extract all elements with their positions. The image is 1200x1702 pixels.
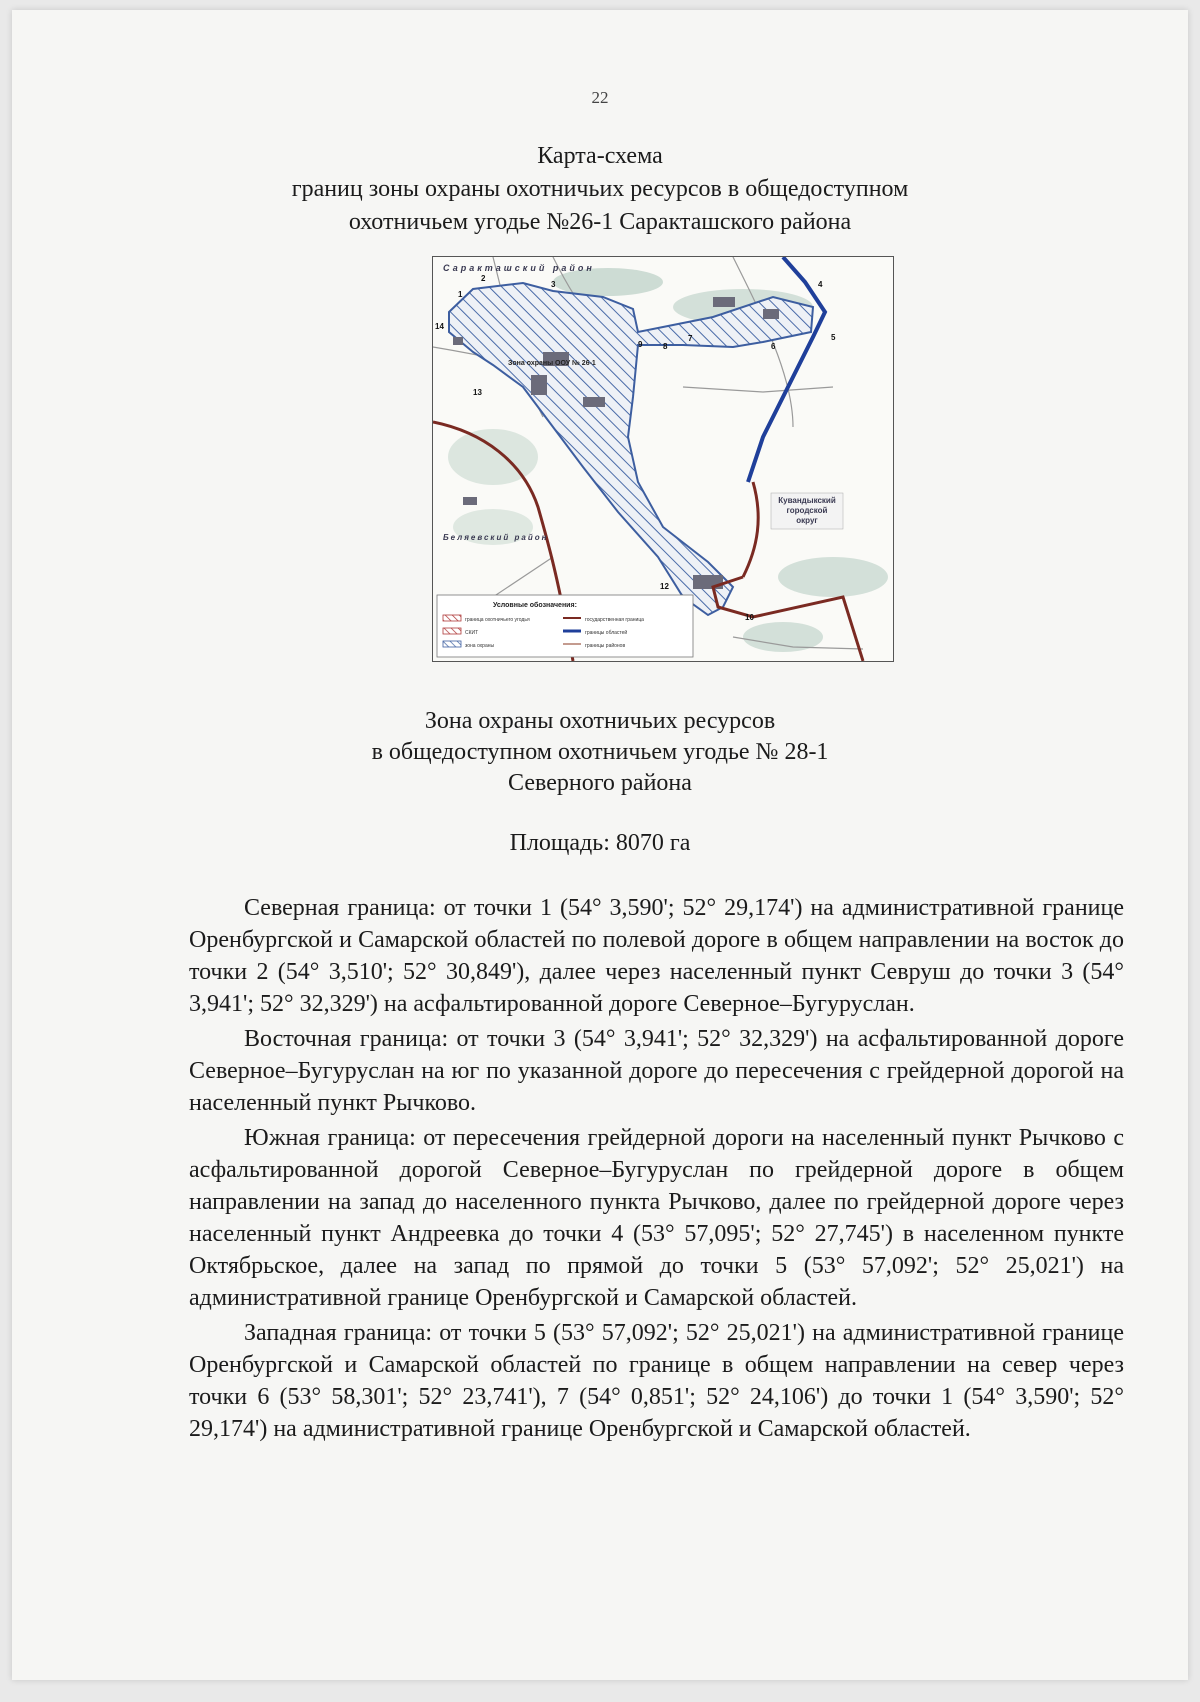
point-1-label: 1 — [458, 290, 463, 299]
legend-item-6: границы районов — [585, 643, 626, 649]
scheme-map-svg — [433, 257, 893, 661]
district-east-label-2: городской — [786, 506, 828, 515]
section-title-line-3: Северного района — [508, 770, 692, 796]
document-page — [12, 10, 1188, 1680]
point-13-label: 13 — [473, 388, 482, 397]
section-title-line-2: в общедоступном охотничьем угодье № 28-1 — [371, 739, 829, 765]
point-8-label: 8 — [663, 342, 668, 351]
boundary-description — [189, 892, 1124, 1448]
legend-title: Условные обозначения: — [493, 602, 577, 609]
area-text: Площадь: 8070 га — [509, 830, 691, 856]
district-southwest-label: Беляевский район — [443, 533, 549, 542]
section-title — [12, 706, 1188, 799]
scheme-map — [432, 256, 894, 662]
district-north-label: Саракташский район — [443, 263, 595, 273]
point-9-label: 9 — [638, 340, 643, 349]
map-title-line-3: охотничьем угодье №26-1 Саракташского района — [348, 209, 852, 235]
page-number: 22 — [591, 88, 609, 107]
point-14-label: 14 — [435, 322, 444, 331]
west-boundary-paragraph: Западная граница: от точки 5 (53° 57,092'; 52° 25,021') на административной границе Оренбургской и Самарской областей по границе в общем направлении на север через точки 6 (53° 58,301'; 52° 23,741'), 7 (54° 0,851'; 52° 24,106') до точки 1 (54° 3,590'; 52° 29,174') на административной границе Оренбургской и Самарской областей. — [189, 1320, 1124, 1442]
zone-label: Зона охраны ООУ № 26-1 — [508, 360, 596, 367]
south-boundary-paragraph: Южная граница: от пересечения грейдерной дороги на населенный пункт Рычково с асфальтированной дорогой Северное–Бугуруслан по грейдерной дороге в общем направлении на запад до населенного пункта Рычково, далее по грейдерной дороге через населенный пункт Андреевка до точки 4 (53° 57,095'; 52° 27,745') в населенном пункте Октябрьское, далее на запад по прямой до точки 5 (53° 57,092'; 52° 25,021') на административной границе Оренбургской и Самарской областей. — [189, 1125, 1124, 1311]
point-5-label: 5 — [831, 333, 836, 342]
section-title-line-1: Зона охраны охотничьих ресурсов — [424, 708, 776, 734]
map-title-line-2: границ зоны охраны охотничьих ресурсов в общедоступном — [291, 176, 909, 202]
point-12-label: 12 — [660, 582, 669, 591]
legend-item-2: СКИТ — [465, 630, 479, 636]
map-legend — [437, 595, 693, 657]
point-4-label: 4 — [818, 280, 823, 289]
district-east-label-3: округ — [796, 516, 818, 525]
legend-item-4: государственная граница — [585, 617, 644, 623]
legend-item-5: границы областей — [585, 630, 628, 636]
point-2-label: 2 — [481, 274, 486, 283]
point-3-label: 3 — [551, 280, 556, 289]
point-7-label: 7 — [688, 334, 693, 343]
map-title — [12, 140, 1188, 239]
legend-item-3: зона охраны — [465, 643, 495, 649]
point-6-label: 6 — [771, 342, 776, 351]
east-boundary-paragraph: Восточная граница: от точки 3 (54° 3,941'; 52° 32,329') на асфальтированной дороге Северное–Бугуруслан на юг по указанной дороге до пересечения с грейдерной дорогой на населенный пункт Рычково. — [189, 1026, 1124, 1116]
north-boundary-paragraph: Северная граница: от точки 1 (54° 3,590'; 52° 29,174') на административной границе Оренбургской и Самарской областей по полевой дороге в общем направлении на восток до точки 2 (54° 3,510'; 52° 30,849'), далее через населенный пункт Севруш до точки 3 (54° 3,941'; 52° 32,329') на асфальтированной дороге Северное–Бугуруслан. — [189, 895, 1124, 1017]
legend-item-1: граница охотничьего угодья — [465, 617, 530, 623]
point-10-label: 10 — [745, 613, 754, 622]
map-title-line-1: Карта-схема — [537, 143, 663, 169]
district-east-label-1: Кувандыкский — [778, 496, 836, 505]
